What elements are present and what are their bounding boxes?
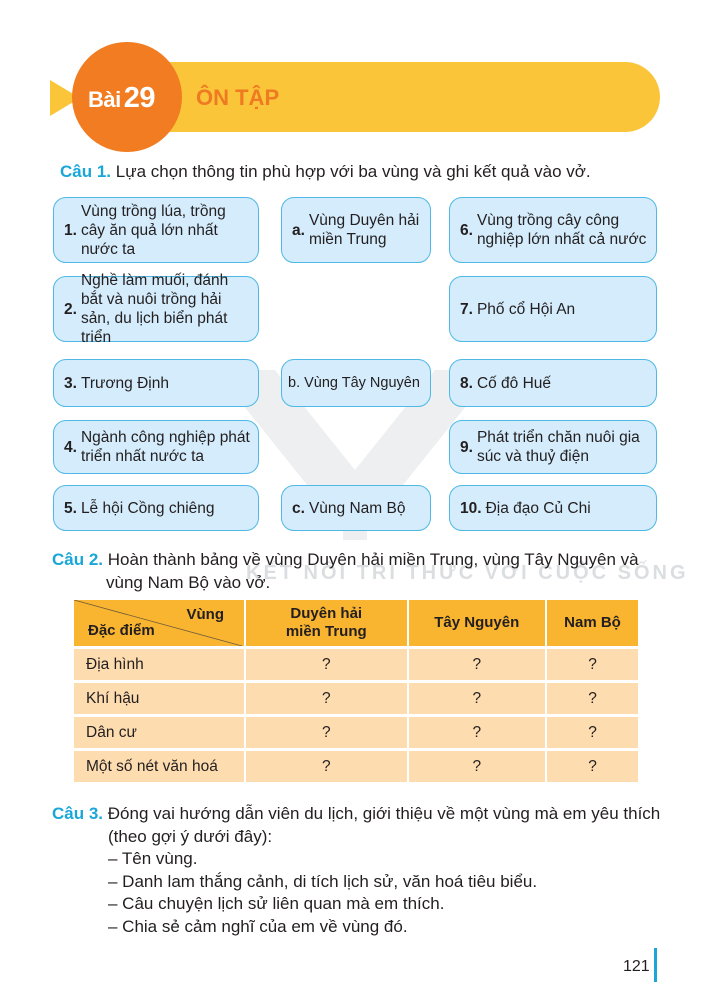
table-cell: ?	[246, 683, 407, 714]
info-box-6: 6. Vùng trồng cây công nghiệp lớn nhất cả nước	[449, 197, 657, 263]
info-box-4: 4. Ngành công nghiệp phát triển nhất nước ta	[53, 420, 259, 474]
col-header-duyen-hai: Duyên hải miền Trung	[246, 600, 407, 646]
question-2-continued: vùng Nam Bộ vào vở.	[106, 573, 271, 592]
info-box-2: 2. Nghề làm muối, đánh bắt và nuôi trồng hải sản, du lịch biển phát triển	[53, 276, 259, 342]
table-cell: ?	[547, 683, 638, 714]
info-box-10: 10. Địa đạo Củ Chi	[449, 485, 657, 531]
info-box-3: 3. Trương Định	[53, 359, 259, 407]
table-cell: ?	[409, 717, 545, 748]
list-item: – Danh lam thắng cảnh, di tích lịch sử, văn hoá tiêu biểu.	[108, 871, 538, 891]
table-cell: ?	[246, 649, 407, 680]
lesson-title: ÔN TẬP	[196, 85, 280, 110]
list-item: – Tên vùng.	[108, 849, 198, 868]
table-cell: ?	[246, 717, 407, 748]
question-3-continued: (theo gợi ý dưới đây):	[108, 827, 273, 846]
info-box-9: 9. Phát triển chăn nuôi gia súc và thuỷ điện	[449, 420, 657, 474]
table-cell: ?	[547, 751, 638, 782]
info-box-8: 8. Cố đô Huế	[449, 359, 657, 407]
table-corner-cell: Vùng Đặc điểm	[74, 600, 244, 646]
page-number: 121	[623, 958, 650, 975]
table-cell: ?	[409, 649, 545, 680]
suggestion-list	[108, 848, 537, 938]
info-box-7: 7. Phố cổ Hội An	[449, 276, 657, 342]
info-box-1: 1. Vùng trồng lúa, trồng cây ăn quả lớn nhất nước ta	[53, 197, 259, 263]
table-cell: ?	[409, 683, 545, 714]
table-cell: ?	[547, 649, 638, 680]
info-box-5: 5. Lễ hội Cồng chiêng	[53, 485, 259, 531]
question-1: Câu 1. Lựa chọn thông tin phù hợp với ba vùng và ghi kết quả vào vở.	[60, 162, 591, 181]
lesson-number: Bài 29	[88, 82, 156, 114]
page-number-rule	[654, 948, 657, 982]
watermark-text: KẾT NỐI TRI THỨC VỚI CUỘC SỐNG	[246, 562, 689, 584]
col-header-nam-bo: Nam Bộ	[547, 600, 638, 646]
table-cell: ?	[246, 751, 407, 782]
table-header-row	[74, 600, 638, 646]
list-item: – Chia sẻ cảm nghĩ của em về vùng đó.	[108, 916, 408, 936]
row-label: Khí hậu	[74, 683, 244, 714]
characteristics-table	[72, 597, 640, 785]
table-row	[74, 717, 638, 748]
region-box-b: b. Vùng Tây Nguyên	[281, 359, 431, 407]
question-2: Câu 2. Hoàn thành bảng về vùng Duyên hải miền Trung, vùng Tây Nguyên và	[52, 550, 639, 569]
region-box-a: a. Vùng Duyên hải miền Trung	[281, 197, 431, 263]
row-label: Dân cư	[74, 717, 244, 748]
question-3: Câu 3. Đóng vai hướng dẫn viên du lịch, giới thiệu về một vùng mà em yêu thích	[52, 804, 661, 823]
table-cell: ?	[547, 717, 638, 748]
region-box-c: c. Vùng Nam Bộ	[281, 485, 431, 531]
list-item: – Câu chuyện lịch sử liên quan mà em thích.	[108, 894, 445, 913]
table-row	[74, 751, 638, 782]
table-cell: ?	[409, 751, 545, 782]
col-header-tay-nguyen: Tây Nguyên	[409, 600, 545, 646]
row-label: Địa hình	[74, 649, 244, 680]
table-row	[74, 683, 638, 714]
row-label: Một số nét văn hoá	[74, 751, 244, 782]
table-row	[74, 649, 638, 680]
